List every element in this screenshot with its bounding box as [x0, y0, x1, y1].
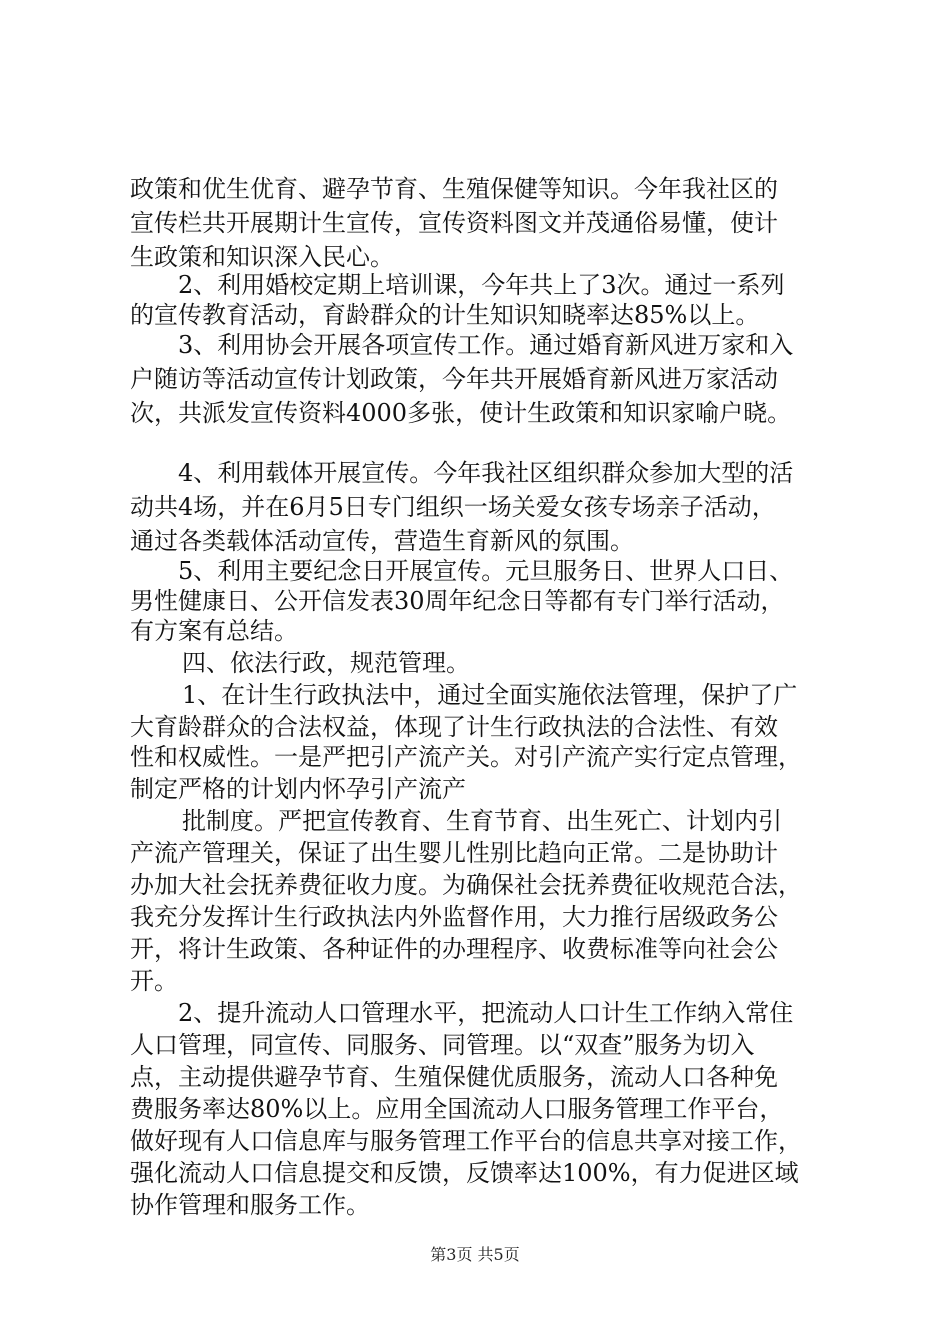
text-line: 办加大社会抚养费征收力度。为确保社会抚养费征收规范合法，: [130, 871, 802, 899]
text-line: 费服务率达80%以上。应用全国流动人口服务管理工作平台，: [130, 1095, 784, 1123]
text-line: 有方案有总结。: [130, 617, 298, 645]
text-line: 次，共派发宣传资料4000多张，使计生政策和知识家喻户晓。: [130, 399, 792, 427]
text-line: 3、利用协会开展各项宣传工作。通过婚育新风进万家和入: [178, 331, 794, 359]
text-line: 的宣传教育活动，育龄群众的计生知识知晓率达85%以上。: [130, 301, 760, 329]
text-line: 大育龄群众的合法权益，体现了计生行政执法的合法性、有效: [130, 713, 778, 741]
text-line: 1、在计生行政执法中，通过全面实施依法管理，保护了广: [182, 681, 798, 709]
text-line: 2、利用婚校定期上培训课，今年共上了3次。通过一系列: [178, 271, 785, 299]
page-number-footer: 第3页 共5页: [430, 1245, 520, 1264]
text-line: 动共4场，并在6月5日专门组织一场关爱女孩专场亲子活动，: [130, 493, 776, 521]
text-line: 2、提升流动人口管理水平，把流动人口计生工作纳入常住: [178, 999, 794, 1027]
text-line: 男性健康日、公开信发表30周年纪念日等都有专门举行活动，: [130, 587, 785, 615]
text-line: 政策和优生优育、避孕节育、生殖保健等知识。今年我社区的: [130, 175, 778, 203]
text-line: 宣传栏共开展期计生宣传，宣传资料图文并茂通俗易懂，使计: [130, 209, 778, 237]
text-line: 性和权威性。一是严把引产流产关。对引产流产实行定点管理，: [130, 743, 802, 771]
text-line: 5、利用主要纪念日开展宣传。元旦服务日、世界人口日、: [178, 557, 794, 585]
text-line: 4、利用载体开展宣传。今年我社区组织群众参加大型的活: [178, 459, 794, 487]
text-line: 强化流动人口信息提交和反馈，反馈率达100%，有力促进区域: [130, 1159, 799, 1187]
text-line: 我充分发挥计生行政执法内外监督作用，大力推行居级政务公: [130, 903, 778, 931]
text-line: 通过各类载体活动宣传，营造生育新风的氛围。: [130, 527, 634, 555]
text-line: 点，主动提供避孕节育、生殖保健优质服务，流动人口各种免: [130, 1063, 778, 1091]
text-line: 批制度。严把宣传教育、生育节育、出生死亡、计划内引: [182, 807, 782, 835]
section-heading: 四、依法行政，规范管理。: [182, 649, 470, 677]
text-line: 生政策和知识深入民心。: [130, 243, 394, 271]
text-line: 开，将计生政策、各种证件的办理程序、收费标准等向社会公: [130, 935, 778, 963]
text-line: 做好现有人口信息库与服务管理工作平台的信息共享对接工作，: [130, 1127, 802, 1155]
text-line: 人口管理，同宣传、同服务、同管理。以“双查”服务为切入: [130, 1031, 755, 1059]
text-line: 开。: [130, 967, 178, 995]
text-line: 产流产管理关，保证了出生婴儿性别比趋向正常。二是协助计: [130, 839, 778, 867]
text-line: 制定严格的计划内怀孕引产流产: [130, 775, 466, 803]
text-line: 协作管理和服务工作。: [130, 1191, 370, 1219]
text-line: 户随访等活动宣传计划政策，今年共开展婚育新风进万家活动: [130, 365, 778, 393]
